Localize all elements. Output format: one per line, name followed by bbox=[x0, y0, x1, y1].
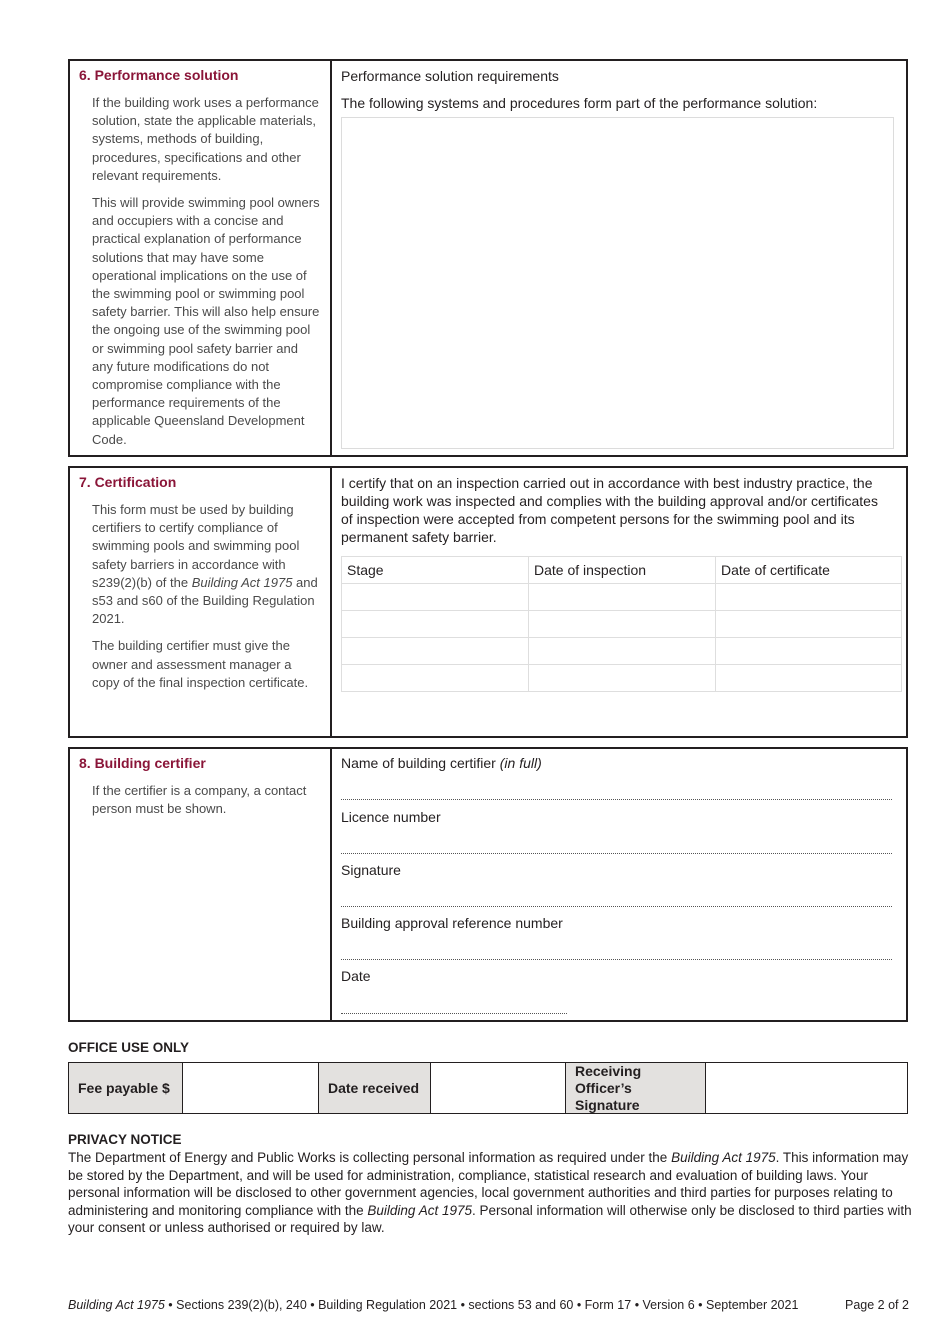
date-received-field[interactable] bbox=[431, 1063, 566, 1113]
privacy-notice-text bbox=[68, 1149, 913, 1237]
inspection-date-cell[interactable] bbox=[529, 611, 716, 638]
receiving-officer-signature-field[interactable] bbox=[706, 1063, 907, 1113]
certificate-date-cell[interactable] bbox=[716, 584, 902, 611]
certificate-date-cell[interactable] bbox=[716, 665, 902, 692]
fee-payable-field[interactable] bbox=[183, 1063, 319, 1113]
section-6-left-column bbox=[70, 61, 332, 455]
inspection-stages-table bbox=[341, 556, 902, 692]
performance-solution-textbox[interactable] bbox=[341, 117, 894, 449]
footer-act: Building Act 1975 bbox=[68, 1298, 165, 1312]
footer-rest: • Sections 239(2)(b), 240 • Building Regulation 2021 • sections 53 and 60 • Form 17 • Version 6 • September 2021 bbox=[164, 1298, 799, 1312]
section-7-note-1-text-b: and s53 and s60 of the Building Regulation 2021. bbox=[92, 574, 318, 627]
section-7-note-2: The building certifier must give the owner and assessment manager a copy of the final inspection certificate. bbox=[92, 638, 309, 690]
date-field[interactable] bbox=[341, 1013, 567, 1014]
certifier-name-label-qualifier: (in full) bbox=[499, 755, 542, 771]
section-7-notes bbox=[92, 501, 322, 701]
inspection-date-cell[interactable] bbox=[529, 638, 716, 665]
performance-requirements-subtitle: The following systems and procedures form part of the performance solution: bbox=[341, 95, 818, 111]
privacy-act-2: Building Act 1975 bbox=[367, 1202, 472, 1218]
table-row bbox=[342, 584, 902, 611]
office-use-only-title: OFFICE USE ONLY bbox=[68, 1040, 190, 1055]
stage-column-header: Stage bbox=[342, 557, 529, 584]
privacy-act-1: Building Act 1975 bbox=[671, 1150, 776, 1165]
signature-field[interactable] bbox=[341, 906, 892, 907]
date-label: Date bbox=[341, 968, 371, 984]
section-6-note-1: If the building work uses a performance solution, state the applicable materials, systems, methods of building, procedures, specifications and other relevant requirements. bbox=[92, 95, 319, 183]
section-7-note-1 bbox=[92, 501, 322, 628]
table-row bbox=[342, 638, 902, 665]
signature-label: Signature bbox=[341, 862, 401, 878]
section-6-title: 6. Performance solution bbox=[79, 67, 239, 83]
stage-cell[interactable] bbox=[342, 665, 529, 692]
section-7-note-1-text-a: This form must be used by building certifiers to certify compliance of swimming pools and swimming pool safety barriers in accordance with s239(2)(b) of the bbox=[92, 502, 300, 590]
office-use-table bbox=[68, 1062, 908, 1114]
performance-requirements-label: Performance solution requirements bbox=[341, 68, 559, 84]
approval-reference-field[interactable] bbox=[341, 959, 892, 960]
page-number: Page 2 of 2 bbox=[845, 1298, 909, 1312]
privacy-text-1: The Department of Energy and Public Works is collecting personal information as required under the bbox=[68, 1150, 672, 1165]
stages-header-row bbox=[342, 557, 902, 584]
privacy-text-3: . Personal information will otherwise only be disclosed to third parties with your consent or unless authorised or required by law. bbox=[68, 1202, 912, 1236]
licence-number-label: Licence number bbox=[341, 809, 441, 825]
fee-payable-label: Fee payable $ bbox=[69, 1063, 183, 1113]
privacy-text-2: . This information may be stored by the Department, and will be used for administration, compliance, statistical research and evaluation of building laws. Your personal information will be disclosed to other government agencies, local government authorities and third parties for purposes relating to administering and monitoring compliance with the bbox=[68, 1150, 909, 1218]
section-7-left-column bbox=[70, 468, 332, 736]
section-8-title: 8. Building certifier bbox=[79, 755, 206, 771]
section-8-left-column bbox=[70, 749, 332, 1020]
table-row bbox=[342, 611, 902, 638]
date-of-inspection-column-header: Date of inspection bbox=[529, 557, 716, 584]
section-7-note-1-act: Building Act 1975 bbox=[191, 574, 293, 590]
receiving-officer-label: Receiving Officer’s Signature bbox=[566, 1063, 706, 1113]
table-row bbox=[342, 665, 902, 692]
stage-cell[interactable] bbox=[342, 638, 529, 665]
privacy-notice-title: PRIVACY NOTICE bbox=[68, 1132, 182, 1147]
section-6-note-2: This will provide swimming pool owners and occupiers with a concise and practical explanation of performance solutions that may have some operational implications on the use of the swimming pool or swimming pool safety barrier. This will also help ensure the ongoing use of the swimming pool or swimming pool safety barrier and any future modifications do not compromise compliance with the performance requirements of the applicable Queensland Development Code. bbox=[92, 195, 320, 447]
stage-cell[interactable] bbox=[342, 611, 529, 638]
stage-cell[interactable] bbox=[342, 584, 529, 611]
date-of-certificate-column-header: Date of certificate bbox=[716, 557, 902, 584]
approval-reference-label: Building approval reference number bbox=[341, 915, 563, 931]
section-building-certifier bbox=[68, 747, 908, 1022]
licence-number-field[interactable] bbox=[341, 853, 892, 854]
certifier-name-field[interactable] bbox=[341, 799, 892, 800]
certificate-date-cell[interactable] bbox=[716, 611, 902, 638]
footer-citation bbox=[68, 1298, 798, 1312]
date-received-label: Date received bbox=[319, 1063, 431, 1113]
section-performance-solution bbox=[68, 59, 908, 457]
inspection-date-cell[interactable] bbox=[529, 665, 716, 692]
inspection-date-cell[interactable] bbox=[529, 584, 716, 611]
section-7-title: 7. Certification bbox=[79, 474, 177, 490]
certificate-date-cell[interactable] bbox=[716, 638, 902, 665]
section-6-notes bbox=[92, 94, 322, 458]
certifier-name-label bbox=[341, 755, 542, 771]
certifier-name-label-text: Name of building certifier bbox=[341, 755, 496, 771]
section-8-note: If the certifier is a company, a contact person must be shown. bbox=[92, 783, 307, 817]
certification-statement: I certify that on an inspection carried out in accordance with best industry practice, the building work was inspected and complies with the building approval and/or certificates of inspection were accepted from competent persons for the swimming pool and its permanent safety barrier. bbox=[341, 475, 878, 545]
section-certification bbox=[68, 466, 908, 738]
